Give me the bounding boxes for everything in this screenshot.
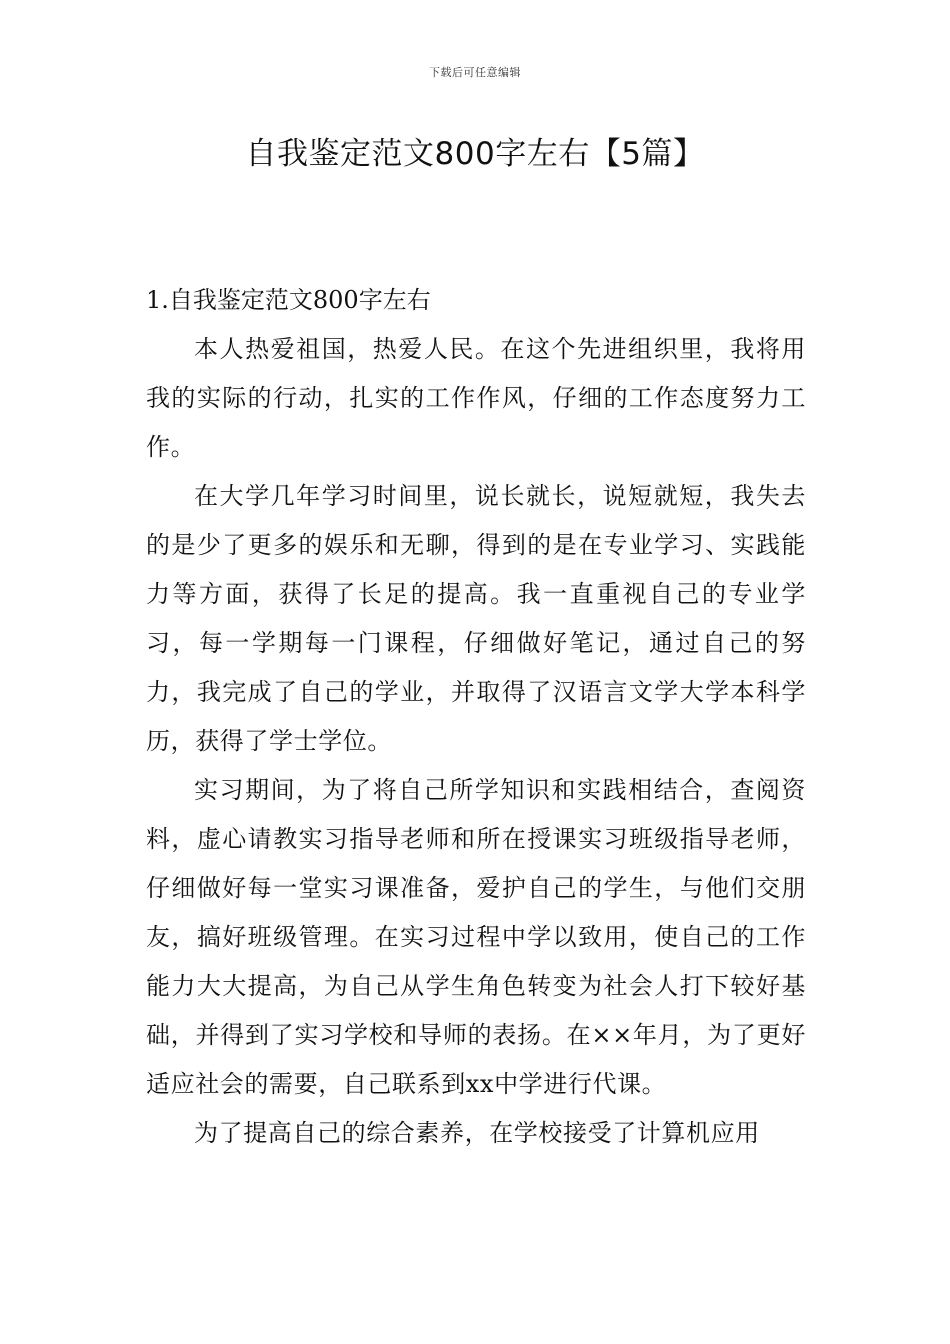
section-heading: 1.自我鉴定范文800字左右 bbox=[146, 286, 431, 314]
document-title: 自我鉴定范文800字左右【5篇】 bbox=[245, 136, 705, 172]
paragraph-1: 本人热爱祖国，热爱人民。在这个先进组织里，我将用我的实际的行动，扎实的工作作风，仔细的工作态度努力工作。 bbox=[146, 335, 806, 461]
paragraph-2: 在大学几年学习时间里，说长就长，说短就短，我失去的是少了更多的娱乐和无聊，得到的是在专业学习、实践能力等方面，获得了长足的提高。我一直重视自己的专业学习，每一学期每一门课程，仔细做好笔记，通过自己的努力，我完成了自己的学业，并取得了汉语言文学大学本科学历，获得了学士学位。 bbox=[146, 482, 806, 755]
header-note: 下载后可任意编辑 bbox=[429, 66, 521, 79]
paragraph-4: 为了提高自己的综合素养，在学校接受了计算机应用 bbox=[194, 1119, 760, 1147]
document-body bbox=[146, 276, 806, 1158]
paragraph-3: 实习期间，为了将自己所学知识和实践相结合，查阅资料，虚心请教实习指导老师和所在授课实习班级指导老师，仔细做好每一堂实习课准备，爱护自己的学生，与他们交朋友，搞好班级管理。在实习过程中学以致用，使自己的工作能力大大提高，为自己从学生角色转变为社会人打下较好基础，并得到了实习学校和导师的表扬。在××年月，为了更好适应社会的需要，自己联系到xx中学进行代课。 bbox=[146, 776, 806, 1098]
